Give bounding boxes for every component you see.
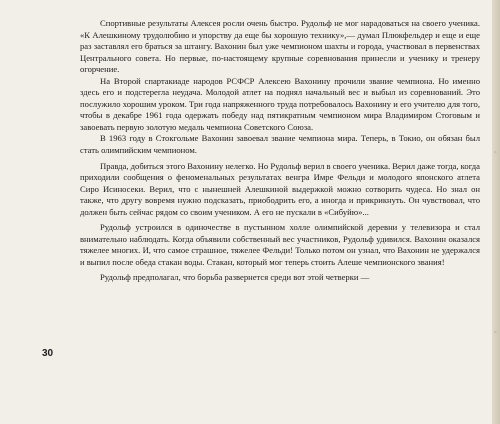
body-text xyxy=(80,18,480,284)
paragraph: В 1963 году в Стокгольме Вахонин завоевал звание чемпиона мира. Теперь, в Токио, он обязан был стать олимпийским чемпионом. xyxy=(80,133,480,156)
binding-mark: ▫ xyxy=(494,150,497,156)
binding-mark: ▫ xyxy=(494,330,497,336)
page-number: 30 xyxy=(42,348,54,359)
paragraph: Правда, добиться этого Вахонину нелегко. Но Рудольф верил в своего ученика. Верил даже тогда, когда приходили сообщения о феноменальных результатах венгра Имре Фельди и молодого японского атлета Сиро Исиносеки. Верил, что с нынешней Алешкиной выдержкой можно сотворить чудеса. Но знал он также, что другу вовремя нужно подсказать, приободрить его, а иногда и прикрикнуть. Он чувствовал, что должен быть сейчас рядом со своим учеником. А его не пускали в «Сибуйю»... xyxy=(80,160,480,217)
paragraph: Рудольф устроился в одиночестве в пустынном холле олимпийской деревни у телевизора и стал внимательно наблюдать. Когда объявили собственный вес участников, Рудольф удивился. Вахонин оказался тяжелее многих. И, что самое страшное, тяжелее Фельди! Только потом он узнал, что Вахонин не удержался и выпил после обеда стакан воды. Стакан, который мог теперь стоить Алеше чемпионского звания! xyxy=(80,222,480,267)
paragraph: Спортивные результаты Алексея росли очень быстро. Рудольф не мог нарадоваться на своего ученика. «К Алешкиному трудолюбию и упорству да еще бы хорошую технику»,— думал Плюкфельдер и еще и еще раз заставлял его браться за штангу. Вахонин был уже чемпионом шахты и города, участвовал в первенствах Центрального совета. Но первые, по-настоящему крупные соревнования принесли и ученику и тренеру огорчение. xyxy=(80,18,480,75)
page-binding-edge xyxy=(492,0,500,424)
paragraph: Рудольф предполагал, что борьба развернется среди вот этой четверки — xyxy=(100,272,370,283)
paragraph: На Второй спартакиаде народов РСФСР Алексею Вахонину прочили звание чемпиона. Но именно здесь его и подстерегла неудача. Молодой атлет на поднял начальный вес и выбыл из соревнований. Это послужило хорошим уроком. Три года напряженного труда потребовалось Вахонину и его учителю для того, чтобы в декабре 1961 года одержать победу над пятикратным чемпионом мира Владимиром Стоговым и завоевать первую золотую медаль чемпиона Советского Союза. xyxy=(80,75,480,132)
